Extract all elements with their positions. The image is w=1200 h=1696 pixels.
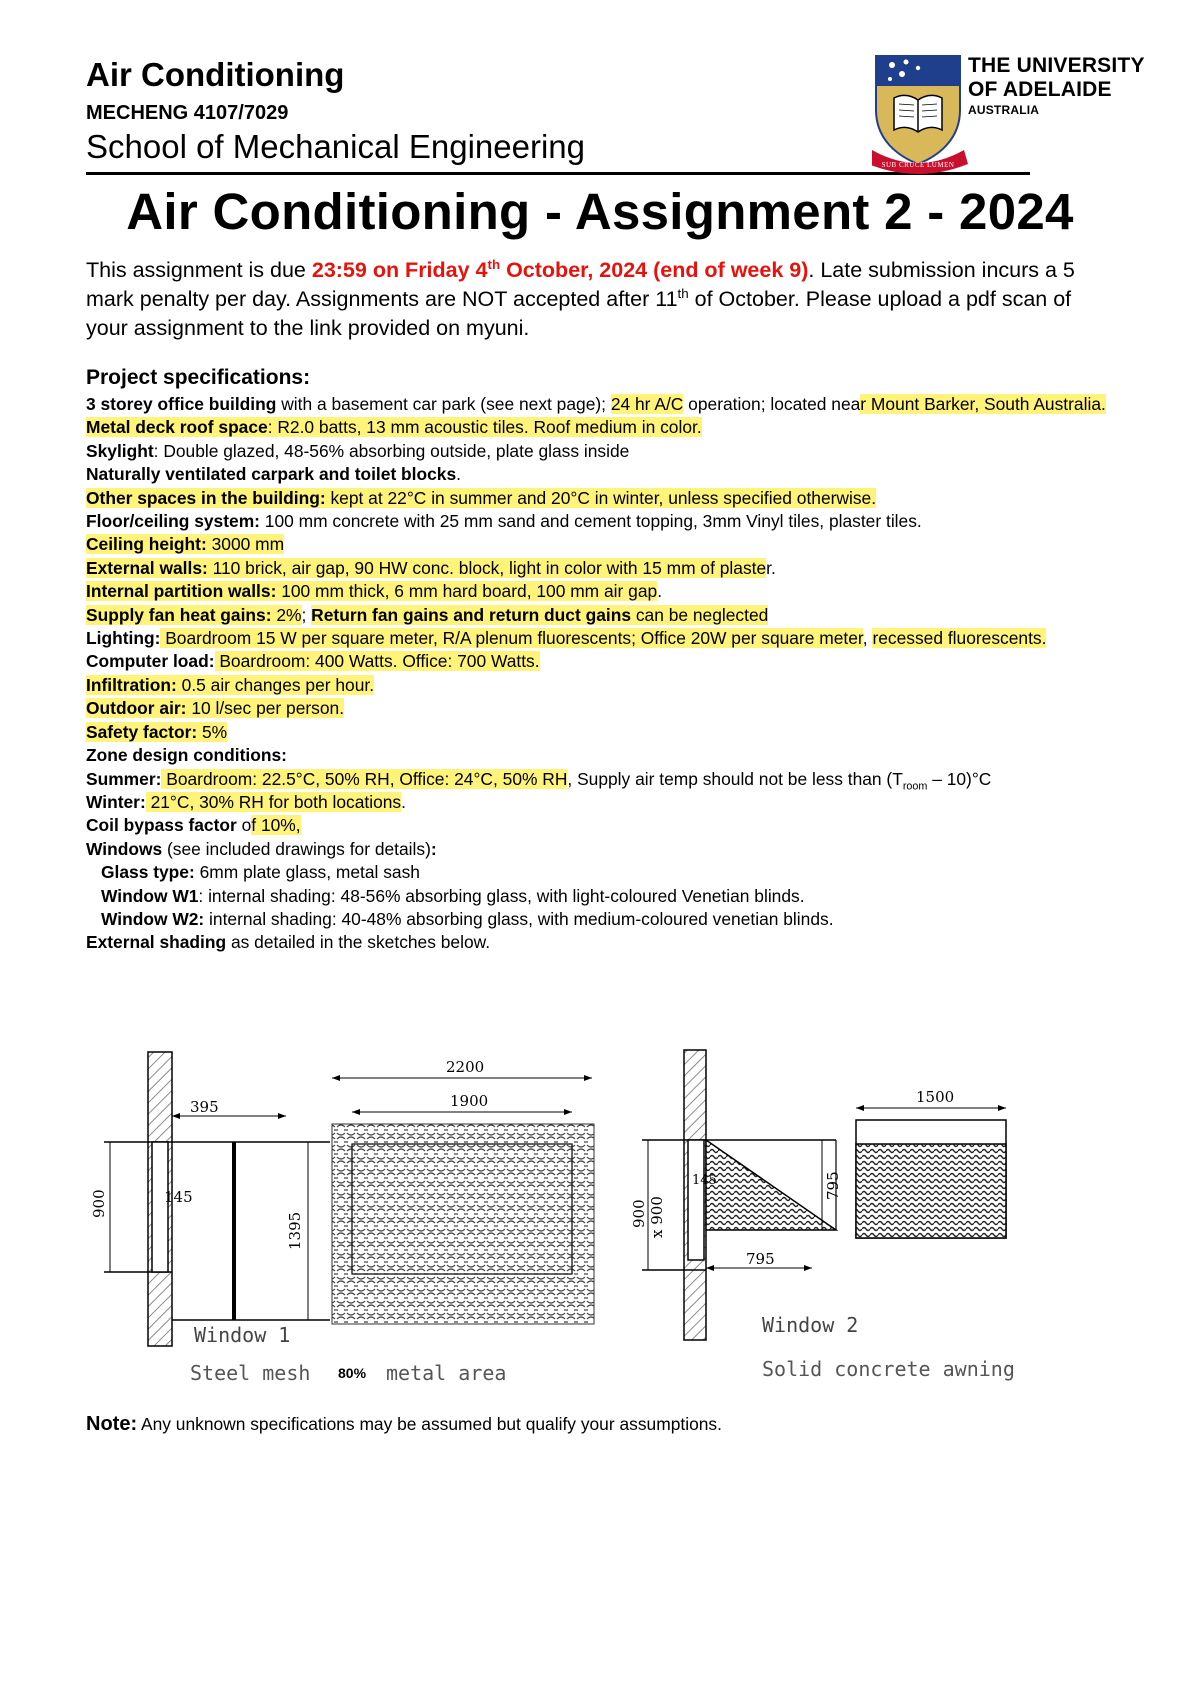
spec-carpark: Naturally ventilated carpark and toilet blocks. bbox=[86, 464, 461, 485]
spec-glass-type: Glass type: 6mm plate glass, metal sash bbox=[101, 862, 420, 883]
svg-text:395: 395 bbox=[190, 1098, 219, 1116]
svg-text:metal area: metal area bbox=[386, 1361, 507, 1385]
svg-text:795: 795 bbox=[746, 1250, 775, 1268]
spec-window-w1: Window W1: internal shading: 48-56% absorbing glass, with light-coloured Venetian blinds. bbox=[101, 885, 805, 906]
due-date: 23:59 on Friday 4th October, 2024 (end of week 9) bbox=[311, 256, 809, 282]
due-date-paragraph: This assignment is due 23:59 on Friday 4th October, 2024 (end of week 9). Late submission incurs a 5 mark penalty per day. Assignments are NOT accepted after 11th of October. Please upload a pdf scan of your assignment to the link provided on myuni. bbox=[86, 256, 1075, 340]
spec-fan-gains: Supply fan heat gains: 2%; Return fan gains and return duct gains can be neglected bbox=[86, 604, 769, 625]
spec-coil-bypass: Coil bypass factor of 10%, bbox=[86, 815, 301, 836]
svg-text:1500: 1500 bbox=[916, 1088, 955, 1106]
svg-text:795: 795 bbox=[824, 1171, 842, 1200]
svg-text:SUB CRUCE LUMEN: SUB CRUCE LUMEN bbox=[881, 161, 955, 169]
svg-text:1395: 1395 bbox=[286, 1211, 304, 1250]
w1-steel-mesh bbox=[332, 1124, 594, 1324]
note: Note: Any unknown specifications may be assumed but qualify your assumptions. bbox=[86, 1413, 722, 1435]
spec-other-spaces: Other spaces in the building: kept at 22°C in summer and 20°C in winter, unless specified otherwise. bbox=[86, 487, 877, 508]
window-1-section bbox=[90, 1052, 330, 1347]
course-code: MECHENG 4107/7029 bbox=[86, 102, 289, 124]
spec-computer-load: Computer load: Boardroom: 400 Watts. Office: 700 Watts. bbox=[86, 651, 540, 672]
spec-ceiling: Ceiling height: 3000 mm bbox=[86, 534, 285, 555]
spec-window-w2: Window W2: internal shading: 40-48% absorbing glass, with medium-coloured venetian blinds. bbox=[101, 908, 834, 929]
spec-internal-walls: Internal partition walls: 100 mm thick, 6 mm hard board, 100 mm air gap. bbox=[86, 581, 663, 602]
university-name: THE UNIVERSITY OF ADELAIDE AUSTRALIA bbox=[968, 54, 1145, 117]
svg-text:Window 1: Window 1 bbox=[194, 1323, 291, 1347]
w1-glass-opening bbox=[152, 1142, 168, 1272]
svg-text:Steel mesh: Steel mesh bbox=[190, 1361, 311, 1385]
spec-winter: Winter: 21°C, 30% RH for both locations. bbox=[86, 791, 406, 812]
svg-text:2200: 2200 bbox=[446, 1058, 485, 1076]
svg-text:900: 900 bbox=[630, 1199, 648, 1228]
window-2-section bbox=[630, 1050, 858, 1340]
specs-heading: Project specifications: bbox=[86, 366, 311, 389]
spec-floor: Floor/ceiling system: 100 mm concrete with 25 mm sand and cement topping, 3mm Vinyl tiles, plaster tiles. bbox=[86, 511, 922, 532]
course-title: Air Conditioning bbox=[86, 56, 345, 93]
spec-skylight: Skylight: Double glazed, 48-56% absorbing outside, plate glass inside bbox=[86, 440, 630, 461]
spec-lighting: Lighting: Boardroom 15 W per square meter, R/A plenum fluorescents; Office 20W per square meter, recessed fluorescents. bbox=[86, 628, 1047, 649]
w2-glass-opening bbox=[688, 1140, 704, 1260]
spec-summer: Summer: Boardroom: 22.5°C, 50% RH, Office: 24°C, 50% RH, Supply air temp should not be less than $(T_{room} - 10)^\circ C$ bbox=[86, 768, 992, 792]
spec-outdoor-air: Outdoor air: 10 l/sec per person. bbox=[86, 698, 345, 719]
book-icon bbox=[894, 95, 942, 132]
w1-caption bbox=[190, 1361, 506, 1385]
svg-text:145: 145 bbox=[692, 1173, 717, 1188]
spec-external-walls: External walls: 110 brick, air gap, 90 HW conc. block, light in color with 15 mm of plaster. bbox=[86, 557, 776, 578]
spec-infiltration: Infiltration: 0.5 air changes per hour. bbox=[86, 674, 375, 695]
svg-text:Solid concrete awning: Solid concrete awning bbox=[762, 1357, 1015, 1381]
spec-safety-factor: Safety factor: 5% bbox=[86, 721, 228, 742]
spec-external-shading: External shading as detailed in the sketches below. bbox=[86, 932, 491, 953]
w2-awning-face bbox=[856, 1144, 1006, 1238]
svg-text:x 900: x 900 bbox=[648, 1196, 666, 1238]
window-2-awning-elevation bbox=[762, 1088, 1015, 1381]
svg-text:1900: 1900 bbox=[450, 1092, 489, 1110]
window-shading-sketches bbox=[86, 1040, 1126, 1390]
w2-concrete-awning bbox=[706, 1140, 836, 1230]
svg-text:Window 2: Window 2 bbox=[762, 1313, 859, 1337]
svg-text:900: 900 bbox=[90, 1189, 108, 1218]
spec-roof: Metal deck roof space: R2.0 batts, 13 mm acoustic tiles. Roof medium in color. bbox=[86, 417, 702, 438]
project-specifications bbox=[86, 364, 1126, 955]
svg-text:80%: 80% bbox=[338, 1365, 367, 1381]
spec-building: 3 storey office building with a basement car park (see next page); 24 hr A/C operation; located near Mount Barker, South Australia. bbox=[86, 394, 1106, 414]
spec-windows: Windows (see included drawings for details): bbox=[86, 838, 437, 859]
page-title: Air Conditioning - Assignment 2 - 2024 bbox=[126, 183, 1074, 240]
school-name: School of Mechanical Engineering bbox=[86, 128, 585, 165]
svg-text:145: 145 bbox=[164, 1188, 193, 1206]
spec-zone-heading: Zone design conditions: bbox=[86, 745, 287, 766]
